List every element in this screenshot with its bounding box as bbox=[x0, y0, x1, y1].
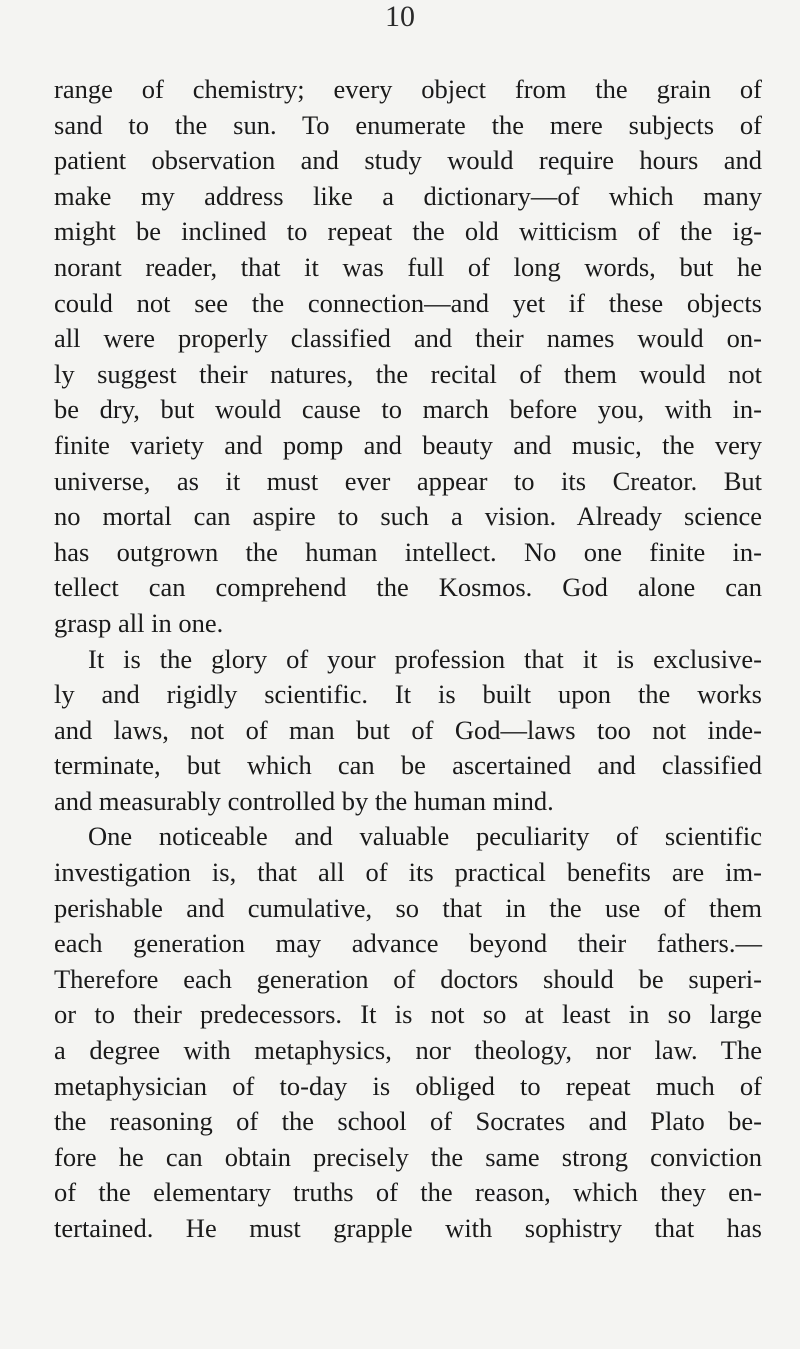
text-line: perishable and cumulative, so that in the use of them bbox=[54, 892, 762, 923]
text-line: could not see the connection—and yet if these objects bbox=[54, 287, 762, 318]
text-line: of the elementary truths of the reason, which they en- bbox=[54, 1177, 762, 1208]
text-line: or to their predecessors. It is not so at least in so large bbox=[54, 999, 762, 1030]
text-line: each generation may advance beyond their fathers.— bbox=[54, 928, 762, 959]
text-line: sand to the sun. To enumerate the mere subjects of bbox=[54, 109, 762, 140]
text-line: tertained. He must grapple with sophistry that has bbox=[54, 1213, 762, 1243]
text-line: terminate, but which can be ascertained and classified bbox=[54, 750, 762, 781]
text-line: grasp all in one. bbox=[54, 607, 224, 638]
text-line: make my address like a dictionary—of which many bbox=[54, 180, 762, 211]
paragraph-3 bbox=[54, 819, 762, 1246]
text-line: investigation is, that all of its practical benefits are im- bbox=[54, 857, 762, 888]
paragraph-1 bbox=[54, 72, 762, 642]
text-line: universe, as it must ever appear to its Creator. But bbox=[54, 465, 762, 496]
body-text bbox=[54, 72, 762, 1247]
text-line: It is the glory of your profession that it is exclusive- bbox=[88, 643, 762, 674]
page-number: 10 bbox=[385, 0, 415, 33]
text-line: might be inclined to repeat the old witticism of the ig- bbox=[54, 216, 762, 247]
text-line: Therefore each generation of doctors should be superi- bbox=[54, 963, 762, 994]
text-line: and laws, not of man but of God—laws too not inde- bbox=[54, 714, 762, 745]
text-line: One noticeable and valuable peculiarity of scientific bbox=[88, 821, 762, 852]
text-line: ly and rigidly scientific. It is built upon the works bbox=[54, 679, 762, 710]
paragraph-2 bbox=[54, 642, 762, 820]
text-line: has outgrown the human intellect. No one finite in- bbox=[54, 536, 762, 567]
text-line: the reasoning of the school of Socrates and Plato be- bbox=[54, 1106, 762, 1137]
text-line: all were properly classified and their names would on- bbox=[54, 323, 762, 354]
text-line: and measurably controlled by the human mind. bbox=[54, 785, 554, 816]
text-line: a degree with metaphysics, nor theology, nor law. The bbox=[54, 1035, 762, 1066]
text-line: fore he can obtain precisely the same strong conviction bbox=[54, 1141, 762, 1172]
text-line: norant reader, that it was full of long words, but he bbox=[54, 251, 762, 282]
text-line: finite variety and pomp and beauty and music, the very bbox=[54, 429, 762, 460]
text-line: no mortal can aspire to such a vision. Already science bbox=[54, 501, 762, 532]
text-line: tellect can comprehend the Kosmos. God alone can bbox=[54, 572, 762, 603]
text-line: be dry, but would cause to march before you, with in- bbox=[54, 394, 762, 425]
text-line: range of chemistry; every object from the grain of bbox=[54, 74, 762, 104]
text-line: metaphysician of to-day is obliged to repeat much of bbox=[54, 1070, 762, 1101]
text-line: ly suggest their natures, the recital of them would not bbox=[54, 358, 762, 389]
text-line: patient observation and study would require hours and bbox=[54, 145, 762, 176]
